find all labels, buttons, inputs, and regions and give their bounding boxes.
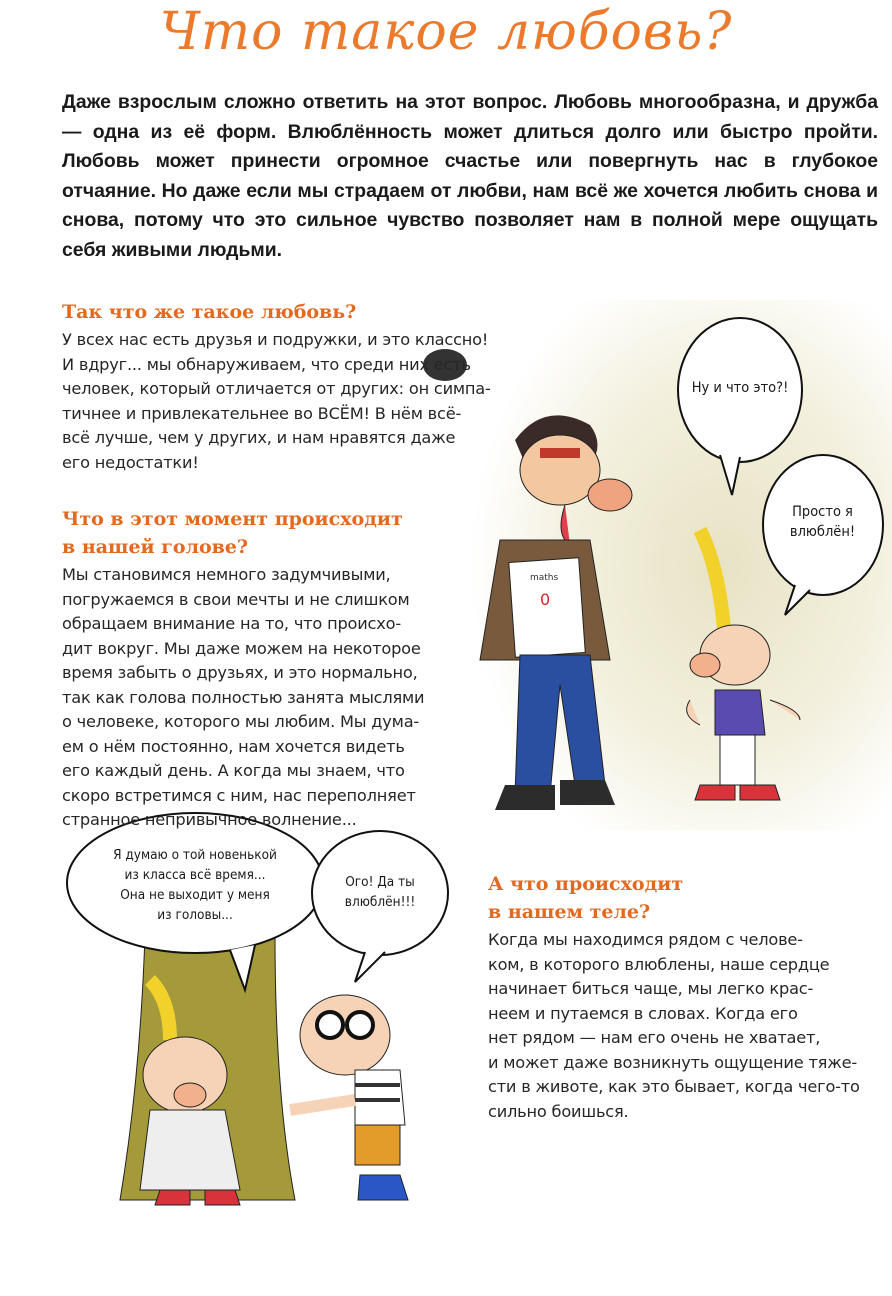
bubble-text-3: Я думаю о той новенькой из класса всё время... Она не выходит у меня из головы...: [113, 847, 277, 923]
section-heading: А что происходит в нашем теле?: [488, 873, 684, 923]
section-in-head: [62, 505, 502, 833]
section-body: Когда мы находимся рядом с челове- ком, в которого влюблены, наше сердце начинает биться чаще, мы легко крас- неем и путаемся в словах. Когда его нет рядом — нам его очень не хватает, и может даже возникнуть ощущение тяже- сти в животе, как это бывает, когда чего-то сильно боишься.: [488, 930, 860, 1121]
glasses-kid-illustration: [290, 995, 408, 1200]
section-heading: Так что же такое любовь?: [62, 301, 357, 323]
section-in-body: [488, 870, 888, 1124]
svg-text:0: 0: [540, 590, 551, 609]
section-body: Мы становимся немного задумчивыми, погружаемся в свои мечты и не слишком обращаем внимание на то, что происхо- дит вокруг. Мы даже можем на некоторое время забыть о друзьях, и это нормально, так как голова полностью занята мыслями о человеке, которого мы любим. Мы дума- ем о нём постоянно, нам хочется видеть его каждый день. А когда мы знаем, что скоро встретимся с ним, нас переполняет странное непривычное волнение...: [62, 565, 425, 829]
bubble-text-4: Ого! Да ты влюблён!!!: [344, 874, 416, 910]
page-title: Что такое любовь?: [159, 2, 733, 62]
bubble-text-1: Ну и что это?!: [691, 380, 789, 396]
section-what-is-love: [62, 298, 532, 475]
bubble-text-2: Просто я влюблён!: [789, 504, 856, 540]
section-body: У всех нас есть друзья и подружки, и это классно! И вдруг... мы обнаруживаем, что среди них есть человек, который отличается от других: он симпа- тичнее и привлекательнее во ВСЁМ! В нём всё- всё лучше, чем у других, и нам нравятся даже его недостатки!: [62, 330, 491, 472]
svg-text:maths: maths: [530, 573, 559, 583]
intro-paragraph: Даже взрослым сложно ответить на этот вопрос. Любовь многообразна, и дружба — одна из её форм. Влюблённость может длиться долго или быстро пройти. Любовь может принести огромное счастье или повергнуть нас в глубокое отчаяние. Но даже если мы страдаем от любви, нам всё же хочется любить снова и снова, потому что это сильное чувство позволяет нам в полной мере ощущать себя живыми людьми.: [62, 91, 878, 261]
section-heading: Что в этот момент происходит в нашей голове?: [62, 508, 403, 558]
